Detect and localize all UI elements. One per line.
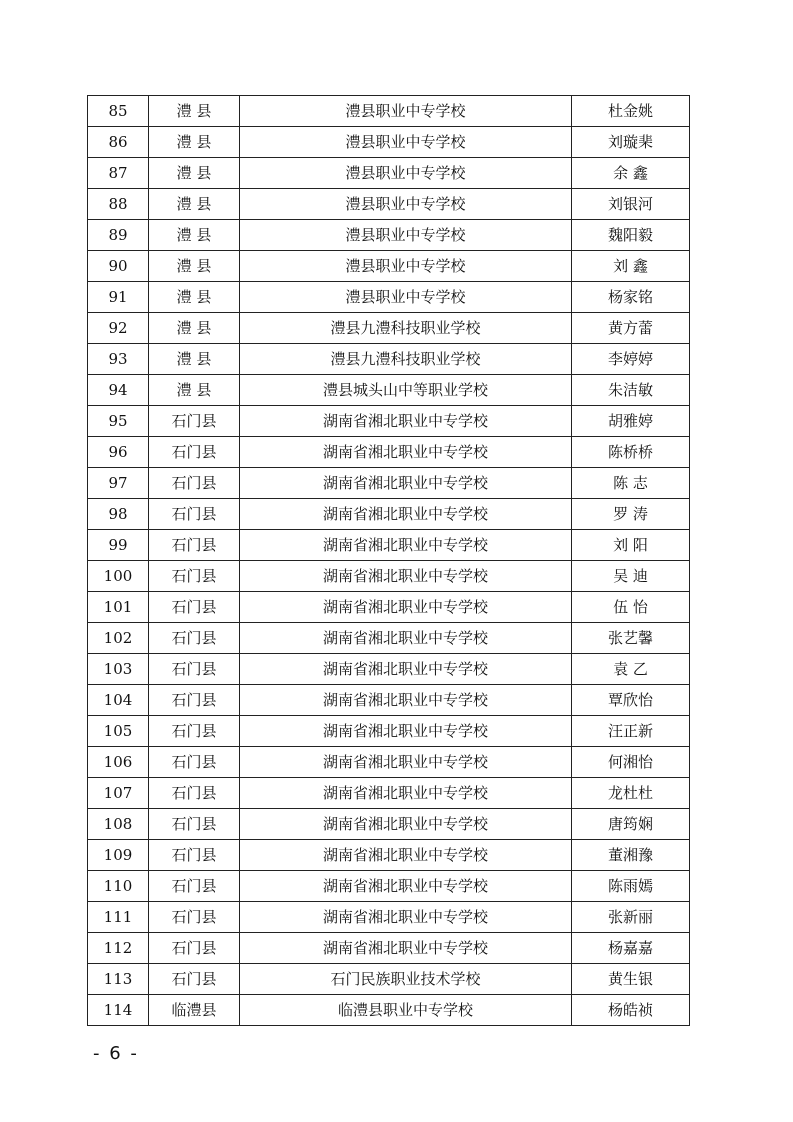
row-number-cell: 94 [88,375,149,406]
county-cell: 石门县 [149,530,240,561]
school-cell: 澧县职业中专学校 [240,220,572,251]
school-cell: 澧县九澧科技职业学校 [240,313,572,344]
row-number-cell: 95 [88,406,149,437]
row-number-cell: 91 [88,282,149,313]
county-cell: 澧 县 [149,158,240,189]
school-cell: 湖南省湘北职业中专学校 [240,561,572,592]
county-cell: 石门县 [149,747,240,778]
school-cell: 临澧县职业中专学校 [240,995,572,1026]
row-number-cell: 110 [88,871,149,902]
row-number-cell: 113 [88,964,149,995]
page-number: - 6 - [93,1043,139,1064]
county-cell: 石门县 [149,902,240,933]
county-cell: 石门县 [149,933,240,964]
school-cell: 湖南省湘北职业中专学校 [240,840,572,871]
student-name-cell: 张新丽 [572,902,690,933]
row-number-cell: 86 [88,127,149,158]
table-row [88,685,690,716]
row-number-cell: 109 [88,840,149,871]
student-name-cell: 杨家铭 [572,282,690,313]
row-number-cell: 107 [88,778,149,809]
school-cell: 湖南省湘北职业中专学校 [240,406,572,437]
student-name-cell: 胡雅婷 [572,406,690,437]
student-name-cell: 朱洁敏 [572,375,690,406]
county-cell: 石门县 [149,406,240,437]
county-cell: 石门县 [149,778,240,809]
row-number-cell: 97 [88,468,149,499]
row-number-cell: 105 [88,716,149,747]
student-name-cell: 杨皓祯 [572,995,690,1026]
county-cell: 澧 县 [149,282,240,313]
county-cell: 澧 县 [149,344,240,375]
school-cell: 湖南省湘北职业中专学校 [240,778,572,809]
student-name-cell: 唐筠娴 [572,809,690,840]
county-cell: 石门县 [149,561,240,592]
school-cell: 湖南省湘北职业中专学校 [240,871,572,902]
school-cell: 澧县职业中专学校 [240,96,572,127]
student-name-cell: 伍 怡 [572,592,690,623]
school-cell: 澧县职业中专学校 [240,189,572,220]
school-cell: 湖南省湘北职业中专学校 [240,468,572,499]
table-row [88,530,690,561]
school-cell: 湖南省湘北职业中专学校 [240,933,572,964]
table-row [88,654,690,685]
row-number-cell: 99 [88,530,149,561]
table-row [88,964,690,995]
county-cell: 临澧县 [149,995,240,1026]
table-row [88,313,690,344]
school-cell: 湖南省湘北职业中专学校 [240,437,572,468]
student-name-cell: 余 鑫 [572,158,690,189]
student-name-cell: 刘 阳 [572,530,690,561]
school-cell: 湖南省湘北职业中专学校 [240,530,572,561]
row-number-cell: 93 [88,344,149,375]
row-number-cell: 101 [88,592,149,623]
county-cell: 石门县 [149,592,240,623]
student-name-cell: 张艺馨 [572,623,690,654]
school-cell: 湖南省湘北职业中专学校 [240,902,572,933]
table-row [88,995,690,1026]
table-row [88,282,690,313]
table-row [88,933,690,964]
school-cell: 湖南省湘北职业中专学校 [240,685,572,716]
table-row [88,592,690,623]
row-number-cell: 102 [88,623,149,654]
school-cell: 湖南省湘北职业中专学校 [240,654,572,685]
county-cell: 澧 县 [149,251,240,282]
school-cell: 澧县九澧科技职业学校 [240,344,572,375]
student-name-cell: 黄生银 [572,964,690,995]
table-row [88,437,690,468]
table-row [88,840,690,871]
row-number-cell: 100 [88,561,149,592]
school-cell: 湖南省湘北职业中专学校 [240,809,572,840]
student-name-cell: 陈桥桥 [572,437,690,468]
table-row [88,158,690,189]
table-row [88,127,690,158]
student-name-cell: 魏阳毅 [572,220,690,251]
row-number-cell: 108 [88,809,149,840]
student-name-cell: 刘璇棐 [572,127,690,158]
student-name-cell: 李婷婷 [572,344,690,375]
row-number-cell: 112 [88,933,149,964]
county-cell: 澧 县 [149,313,240,344]
school-cell: 澧县城头山中等职业学校 [240,375,572,406]
county-cell: 石门县 [149,964,240,995]
student-name-cell: 汪正新 [572,716,690,747]
student-name-cell: 陈雨嫣 [572,871,690,902]
table-row [88,468,690,499]
row-number-cell: 103 [88,654,149,685]
roster-table-body [88,96,690,1026]
table-row [88,220,690,251]
row-number-cell: 96 [88,437,149,468]
county-cell: 石门县 [149,809,240,840]
county-cell: 石门县 [149,716,240,747]
school-cell: 澧县职业中专学校 [240,127,572,158]
county-cell: 石门县 [149,840,240,871]
table-row [88,406,690,437]
table-row [88,809,690,840]
student-name-cell: 罗 涛 [572,499,690,530]
table-row [88,716,690,747]
table-row [88,778,690,809]
row-number-cell: 92 [88,313,149,344]
table-row [88,499,690,530]
school-cell: 澧县职业中专学校 [240,251,572,282]
county-cell: 澧 县 [149,96,240,127]
county-cell: 石门县 [149,468,240,499]
school-cell: 湖南省湘北职业中专学校 [240,747,572,778]
row-number-cell: 87 [88,158,149,189]
row-number-cell: 111 [88,902,149,933]
table-row [88,344,690,375]
student-name-cell: 杨嘉嘉 [572,933,690,964]
student-name-cell: 董湘豫 [572,840,690,871]
county-cell: 石门县 [149,437,240,468]
school-cell: 石门民族职业技术学校 [240,964,572,995]
table-row [88,96,690,127]
student-name-cell: 覃欣怡 [572,685,690,716]
row-number-cell: 90 [88,251,149,282]
county-cell: 石门县 [149,685,240,716]
county-cell: 澧 县 [149,127,240,158]
student-name-cell: 刘 鑫 [572,251,690,282]
row-number-cell: 88 [88,189,149,220]
school-cell: 湖南省湘北职业中专学校 [240,499,572,530]
county-cell: 石门县 [149,499,240,530]
row-number-cell: 104 [88,685,149,716]
county-cell: 石门县 [149,871,240,902]
school-cell: 湖南省湘北职业中专学校 [240,592,572,623]
row-number-cell: 89 [88,220,149,251]
student-name-cell: 何湘怡 [572,747,690,778]
row-number-cell: 106 [88,747,149,778]
table-row [88,375,690,406]
roster-table [87,95,690,1026]
row-number-cell: 114 [88,995,149,1026]
school-cell: 湖南省湘北职业中专学校 [240,623,572,654]
county-cell: 澧 县 [149,189,240,220]
county-cell: 石门县 [149,654,240,685]
table-row [88,623,690,654]
county-cell: 石门县 [149,623,240,654]
table-row [88,747,690,778]
student-name-cell: 袁 乙 [572,654,690,685]
row-number-cell: 98 [88,499,149,530]
school-cell: 澧县职业中专学校 [240,282,572,313]
school-cell: 澧县职业中专学校 [240,158,572,189]
county-cell: 澧 县 [149,220,240,251]
student-name-cell: 刘银河 [572,189,690,220]
table-row [88,902,690,933]
table-row [88,561,690,592]
row-number-cell: 85 [88,96,149,127]
school-cell: 湖南省湘北职业中专学校 [240,716,572,747]
student-name-cell: 龙杜杜 [572,778,690,809]
table-row [88,871,690,902]
student-name-cell: 吴 迪 [572,561,690,592]
county-cell: 澧 县 [149,375,240,406]
table-row [88,189,690,220]
student-name-cell: 黄方蕾 [572,313,690,344]
student-name-cell: 陈 志 [572,468,690,499]
student-name-cell: 杜金姚 [572,96,690,127]
table-row [88,251,690,282]
